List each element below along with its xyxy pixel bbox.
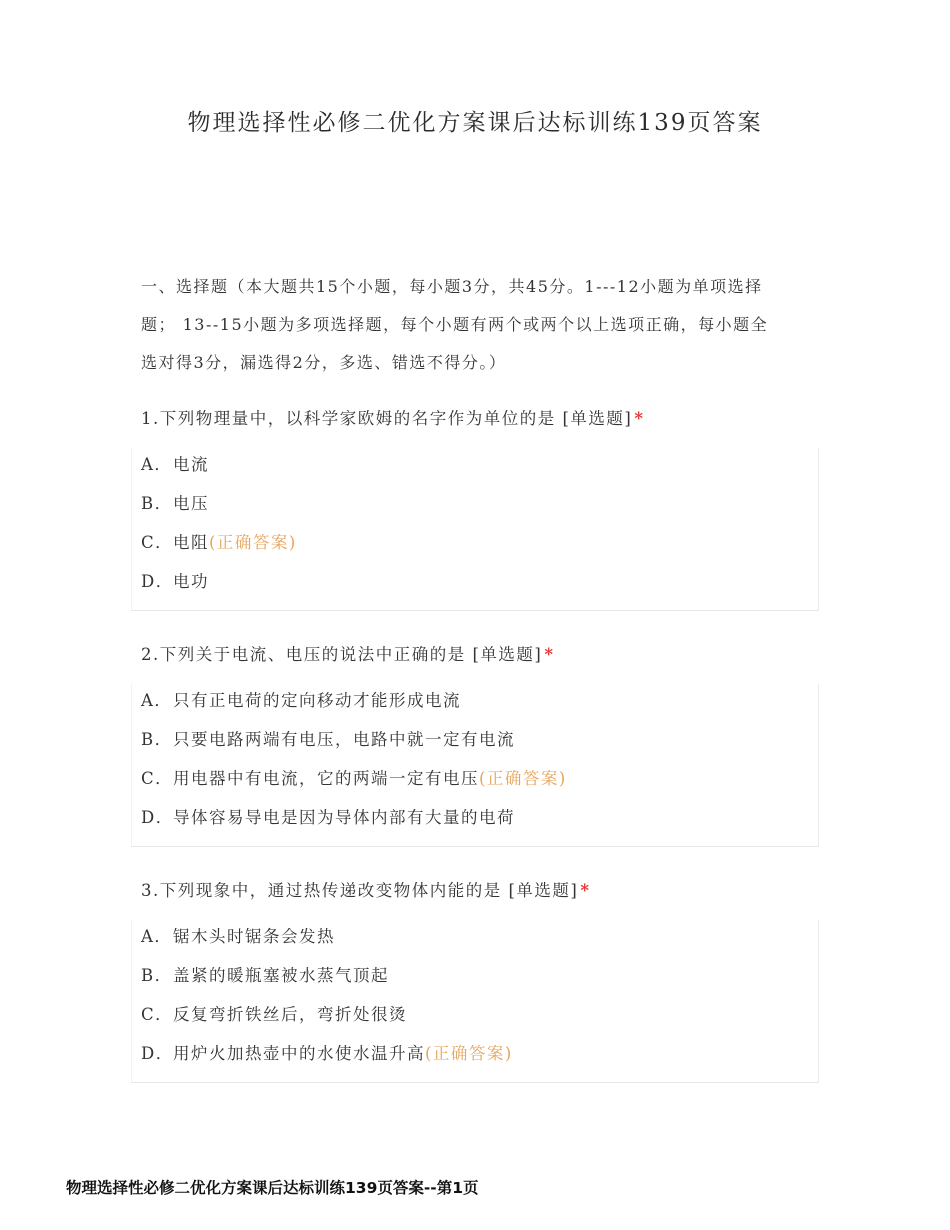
option-a[interactable] [141,684,818,723]
options-list [131,920,819,1083]
option-text: 只有正电荷的定向移动才能形成电流 [173,691,461,710]
option-a[interactable] [141,448,818,487]
required-mark: * [544,645,555,664]
option-text: 电压 [173,494,209,513]
instructions-line: 选对得3分，漏选得2分，多选、错选不得分。） [141,353,507,372]
option-a[interactable] [141,920,818,959]
option-d[interactable] [141,801,818,840]
question-3 [131,878,819,1083]
required-mark: * [580,881,591,900]
instructions-line: 题； 13--15小题为多项选择题，每个小题有两个或两个以上选项正确，每小题全 [141,315,769,334]
question-text [131,642,819,668]
option-text: 锯木头时锯条会发热 [173,927,335,946]
option-text: 盖紧的暖瓶塞被水蒸气顶起 [173,966,389,985]
option-key: A． [141,927,173,946]
correct-answer-label: (正确答案) [479,769,567,788]
question-2 [131,642,819,847]
option-text: 反复弯折铁丝后，弯折处很烫 [173,1005,407,1024]
option-text: 用电器中有电流，它的两端一定有电压 [173,769,479,788]
option-key: C． [141,769,174,788]
page-footer: 物理选择性必修二优化方案课后达标训练139页答案--第1页 [66,1179,479,1197]
option-text: 电流 [173,455,209,474]
option-b[interactable] [141,959,818,998]
question-type-label: [单选题] [472,645,543,664]
required-mark: * [634,409,645,428]
option-text: 电功 [173,572,209,591]
option-text: 用炉火加热壶中的水使水温升高 [173,1044,425,1063]
options-list [131,448,819,611]
option-b[interactable] [141,723,818,762]
correct-answer-label: (正确答案) [425,1044,513,1063]
option-text: 只要电路两端有电压，电路中就一定有电流 [173,730,515,749]
option-c[interactable] [141,526,818,565]
question-text [131,878,819,904]
option-key: D． [141,572,174,591]
option-key: A． [141,691,173,710]
question-text [131,406,819,432]
question-type-label: [单选题] [508,881,579,900]
option-c[interactable] [141,762,818,801]
option-key: A． [141,455,173,474]
option-b[interactable] [141,487,818,526]
question-1 [131,406,819,611]
question-stem: 1.下列物理量中，以科学家欧姆的名字作为单位的是 [141,409,556,428]
option-key: B． [141,966,173,985]
option-key: D． [141,808,174,827]
option-key: C． [141,1005,174,1024]
options-list [131,684,819,847]
option-key: B． [141,730,173,749]
document-title: 物理选择性必修二优化方案课后达标训练139页答案 [187,110,763,136]
option-key: B． [141,494,173,513]
option-d[interactable] [141,1037,818,1076]
section-instructions [141,268,821,382]
option-d[interactable] [141,565,818,604]
option-text: 导体容易导电是因为导体内部有大量的电荷 [173,808,515,827]
correct-answer-label: (正确答案) [209,533,297,552]
instructions-line: 一、选择题（本大题共15个小题，每小题3分，共45分。1---12小题为单项选择 [141,277,763,296]
question-type-label: [单选题] [562,409,633,428]
option-c[interactable] [141,998,818,1037]
question-stem: 3.下列现象中，通过热传递改变物体内能的是 [141,881,502,900]
option-key: D． [141,1044,174,1063]
question-stem: 2.下列关于电流、电压的说法中正确的是 [141,645,466,664]
option-text: 电阻 [173,533,209,552]
option-key: C． [141,533,174,552]
